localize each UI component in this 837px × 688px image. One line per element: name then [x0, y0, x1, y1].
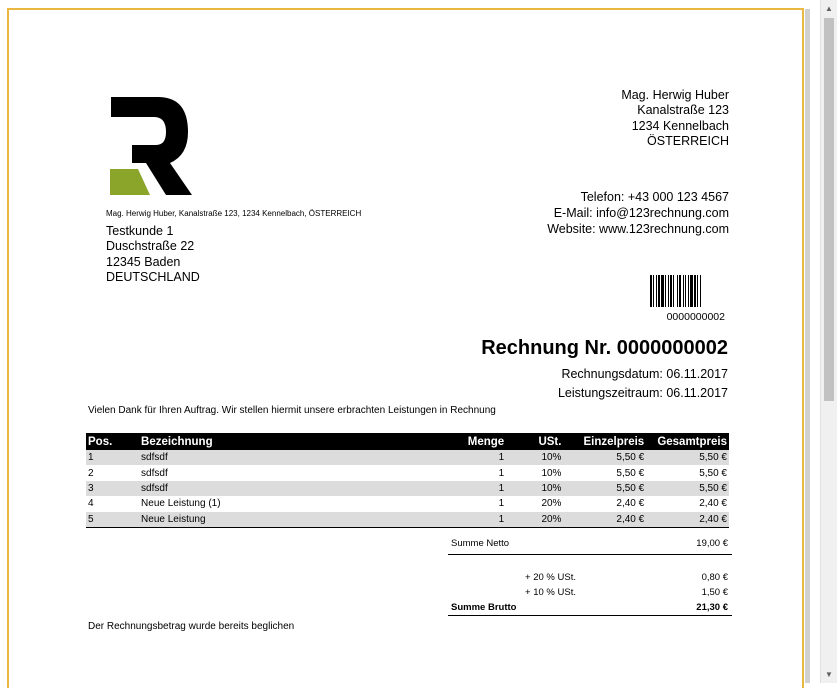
recipient-street: Duschstraße 22	[106, 239, 195, 254]
contact-phone: Telefon: +43 000 123 4567	[580, 190, 729, 204]
row-description: Neue Leistung	[139, 512, 445, 528]
vertical-scrollbar[interactable]	[820, 0, 837, 683]
row-description: sdfsdf	[139, 481, 445, 496]
row-unit-price: 5,50 €	[563, 481, 646, 496]
row-vat: 10%	[506, 481, 563, 496]
gross-total-value: 21,30 €	[696, 602, 728, 613]
sender-city: 1234 Kennelbach	[631, 118, 729, 133]
page-shadow	[805, 9, 810, 683]
net-total-divider	[448, 554, 732, 555]
row-unit-price: 5,50 €	[616, 467, 645, 479]
contact-email: E-Mail: info@123rechnung.com	[553, 205, 729, 220]
row-total-price: 2,40 €	[646, 512, 729, 528]
closing-note: Der Rechnungsbetrag wurde bereits beglichen	[88, 621, 295, 632]
row-vat: 10%	[506, 450, 563, 465]
row-pos: 5	[86, 512, 139, 528]
header-vat: USt.	[506, 433, 563, 450]
company-logo	[108, 97, 194, 195]
header-total-price: Gesamtpreis	[646, 433, 729, 450]
recipient-country: DEUTSCHLAND	[106, 269, 200, 284]
table-row	[86, 481, 729, 496]
recipient-city: 12345 Baden	[106, 254, 181, 269]
recipient-address	[106, 224, 200, 285]
sender-name: Mag. Herwig Huber	[621, 88, 729, 102]
service-period: Leistungszeitraum: 06.11.2017	[557, 386, 728, 400]
vat10-value: 1,50 €	[701, 587, 728, 598]
row-unit-price: 2,40 €	[616, 498, 645, 510]
row-quantity: 1	[445, 512, 507, 528]
contact-website: Website: www.123rechnung.com	[547, 221, 729, 236]
row-pos: 2	[88, 467, 94, 479]
sender-address	[621, 88, 729, 149]
intro-text: Vielen Dank für Ihren Auftrag. Wir stellen hiermit unsere erbrachten Leistungen in Rechnung	[88, 405, 496, 416]
gross-total-divider	[448, 615, 732, 616]
row-vat: 20%	[506, 512, 563, 528]
barcode-number: 0000000002	[666, 311, 725, 323]
row-total-price: 2,40 €	[699, 498, 727, 510]
row-description: sdfsdf	[139, 450, 445, 465]
header-unit-price: Einzelpreis	[563, 433, 646, 450]
header-quantity: Menge	[445, 433, 507, 450]
vat20-value: 0,80 €	[701, 572, 728, 583]
scroll-down-arrow-icon[interactable]: ▼	[825, 670, 833, 679]
invoice-title: Rechnung Nr. 0000000002	[481, 337, 728, 359]
row-quantity: 1	[445, 450, 507, 465]
invoice-date: Rechnungsdatum: 06.11.2017	[561, 367, 728, 381]
recipient-name: Testkunde 1	[106, 224, 174, 238]
row-quantity: 1	[445, 481, 507, 496]
barcode-image	[650, 275, 727, 307]
line-items-table	[86, 433, 729, 528]
row-pos: 4	[88, 498, 94, 510]
net-total-value: 19,00 €	[696, 538, 728, 549]
row-vat: 10%	[541, 467, 562, 479]
scroll-up-arrow-icon[interactable]: ▲	[825, 4, 833, 13]
row-total-price: 5,50 €	[646, 481, 729, 496]
row-quantity: 1	[498, 467, 505, 479]
sender-return-address: Mag. Herwig Huber, Kanalstraße 123, 1234 Kennelbach, ÖSTERREICH	[106, 209, 362, 218]
row-quantity: 1	[498, 498, 505, 510]
row-unit-price: 2,40 €	[563, 512, 646, 528]
row-pos: 3	[86, 481, 139, 496]
row-description: sdfsdf	[141, 467, 168, 479]
sender-country: ÖSTERREICH	[647, 133, 729, 148]
row-pos: 1	[86, 450, 139, 465]
table-row	[86, 496, 729, 511]
row-description: Neue Leistung (1)	[141, 498, 221, 510]
net-total-label: Summe Netto	[451, 538, 510, 549]
table-row	[86, 450, 729, 465]
scrollbar-thumb[interactable]	[824, 18, 834, 401]
vat10-label: + 10 % USt.	[525, 587, 576, 598]
header-description: Bezeichnung	[139, 433, 445, 450]
row-unit-price: 5,50 €	[563, 450, 646, 465]
table-row	[86, 465, 729, 480]
sender-contact	[547, 190, 729, 237]
table-header-row	[86, 433, 729, 450]
row-vat: 20%	[541, 498, 562, 510]
row-total-price: 5,50 €	[699, 467, 727, 479]
row-total-price: 5,50 €	[646, 450, 729, 465]
gross-total-label: Summe Brutto	[451, 602, 517, 613]
sender-street: Kanalstraße 123	[637, 103, 729, 118]
table-row	[86, 512, 729, 528]
header-pos: Pos.	[86, 433, 139, 450]
vat20-label: + 20 % USt.	[525, 572, 576, 583]
